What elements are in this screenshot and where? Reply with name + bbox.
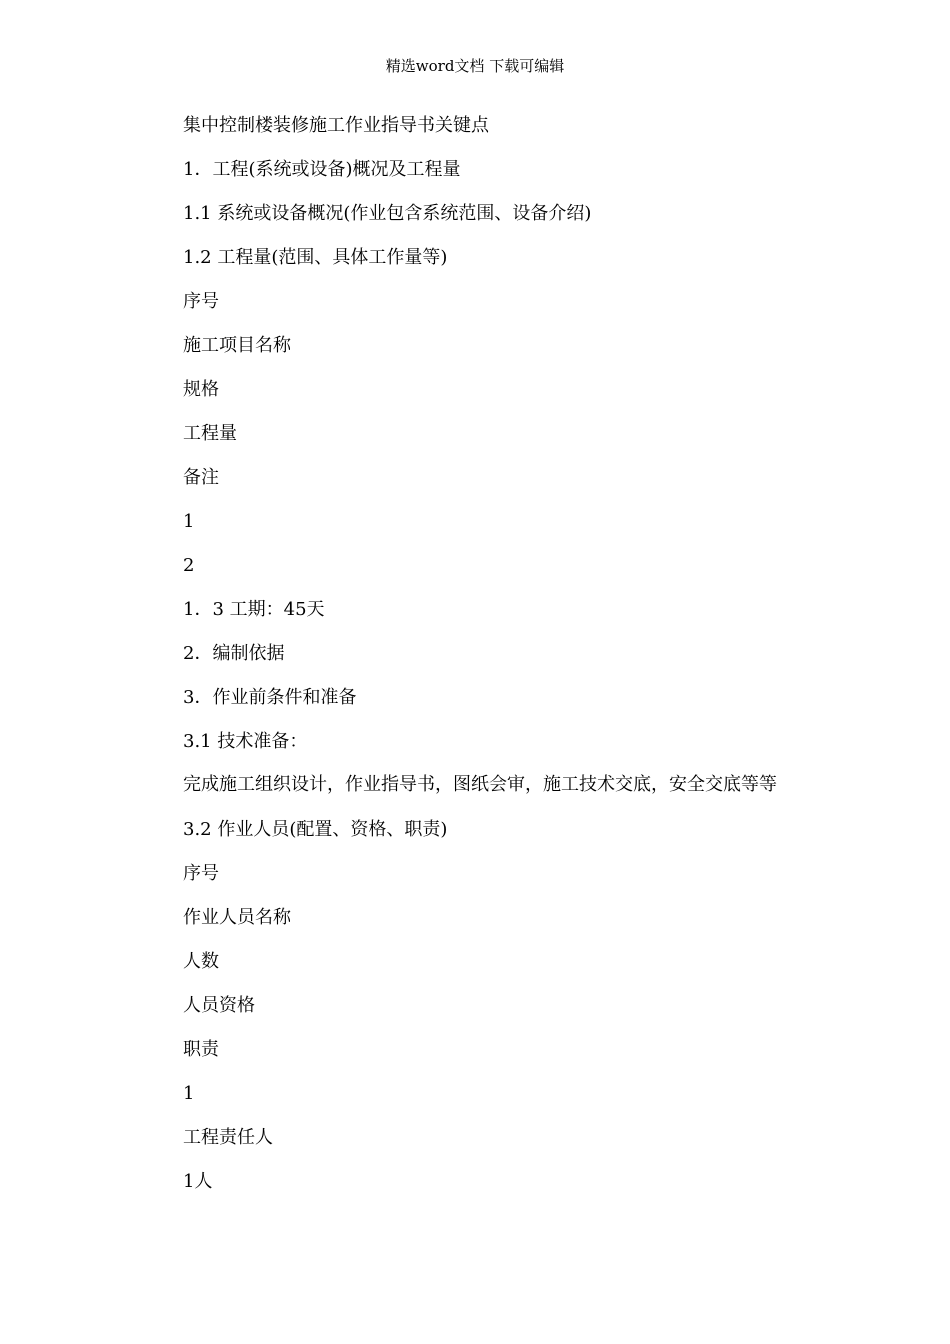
section-3-2-heading: 3.2 作业人员(配置、资格、职责) (183, 819, 448, 840)
section-3-1-paragraph: 完成施工组织设计，作业指导书，图纸会审，施工技术交底，安全交底等等 (183, 774, 777, 795)
table2-header-role-name: 作业人员名称 (183, 907, 291, 928)
section-1-2-heading: 1.2 工程量(范围、具体工作量等) (183, 247, 448, 268)
table1-header-item-name: 施工项目名称 (183, 335, 291, 356)
section-3-heading: 3．作业前条件和准备 (183, 687, 357, 708)
section-1-heading: 1．工程(系统或设备)概况及工程量 (183, 159, 461, 180)
section-3-1-heading: 3.1 技术准备： (183, 731, 308, 752)
table2-row1-role: 工程责任人 (183, 1127, 273, 1148)
page-header: 精选word文档 下载可编辑 (385, 57, 565, 75)
table2-row1-count: 1人 (183, 1171, 213, 1192)
section-1-3-duration: 1．3 工期：45天 (183, 599, 325, 620)
table1-row-1: 1 (183, 511, 195, 532)
table2-header-qualification: 人员资格 (183, 995, 255, 1016)
section-2-heading: 2．编制依据 (183, 643, 285, 664)
section-1-1-heading: 1.1 系统或设备概况(作业包含系统范围、设备介绍) (183, 203, 592, 224)
table1-header-spec: 规格 (183, 379, 219, 400)
table1-header-remark: 备注 (183, 467, 219, 488)
table1-row-2: 2 (183, 555, 195, 576)
table1-header-quantity: 工程量 (183, 423, 237, 444)
document-body (0, 114, 950, 1214)
table2-header-count: 人数 (183, 951, 219, 972)
table1-header-index: 序号 (183, 291, 219, 312)
table2-header-index: 序号 (183, 863, 219, 884)
table2-header-duty: 职责 (183, 1039, 219, 1060)
table2-row1-index: 1 (183, 1083, 195, 1104)
document-title: 集中控制楼装修施工作业指导书关键点 (183, 115, 489, 136)
